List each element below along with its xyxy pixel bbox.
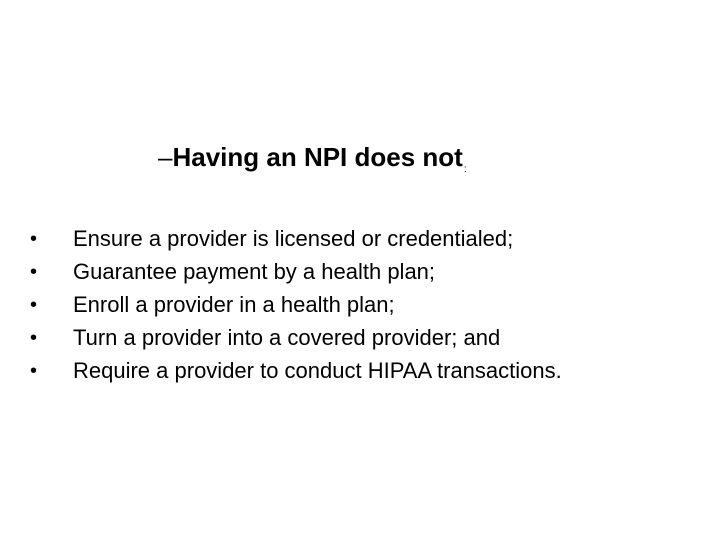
heading-colon: : [463,164,467,175]
bullet-item [30,257,690,287]
bullet-icon: • [30,228,38,250]
bullet-icon: • [30,327,38,349]
bullet-text: Enroll a provider in a health plan; [73,292,395,317]
bullet-text: Ensure a provider is licensed or credentialed; [73,226,514,251]
bullet-item [30,323,690,353]
slide-heading [158,140,467,187]
bullet-list [30,224,690,389]
bullet-icon: • [30,294,38,316]
bullet-item [30,224,690,254]
bullet-text: Turn a provider into a covered provider; and [73,325,501,350]
heading-text: Having an NPI does not [172,142,463,172]
heading-dash: – [158,142,173,172]
bullet-text: Guarantee payment by a health plan; [73,259,436,284]
bullet-icon: • [30,261,38,283]
bullet-text: Require a provider to conduct HIPAA transactions. [73,358,562,383]
bullet-item [30,290,690,320]
bullet-icon: • [30,360,38,382]
bullet-item [30,356,593,386]
